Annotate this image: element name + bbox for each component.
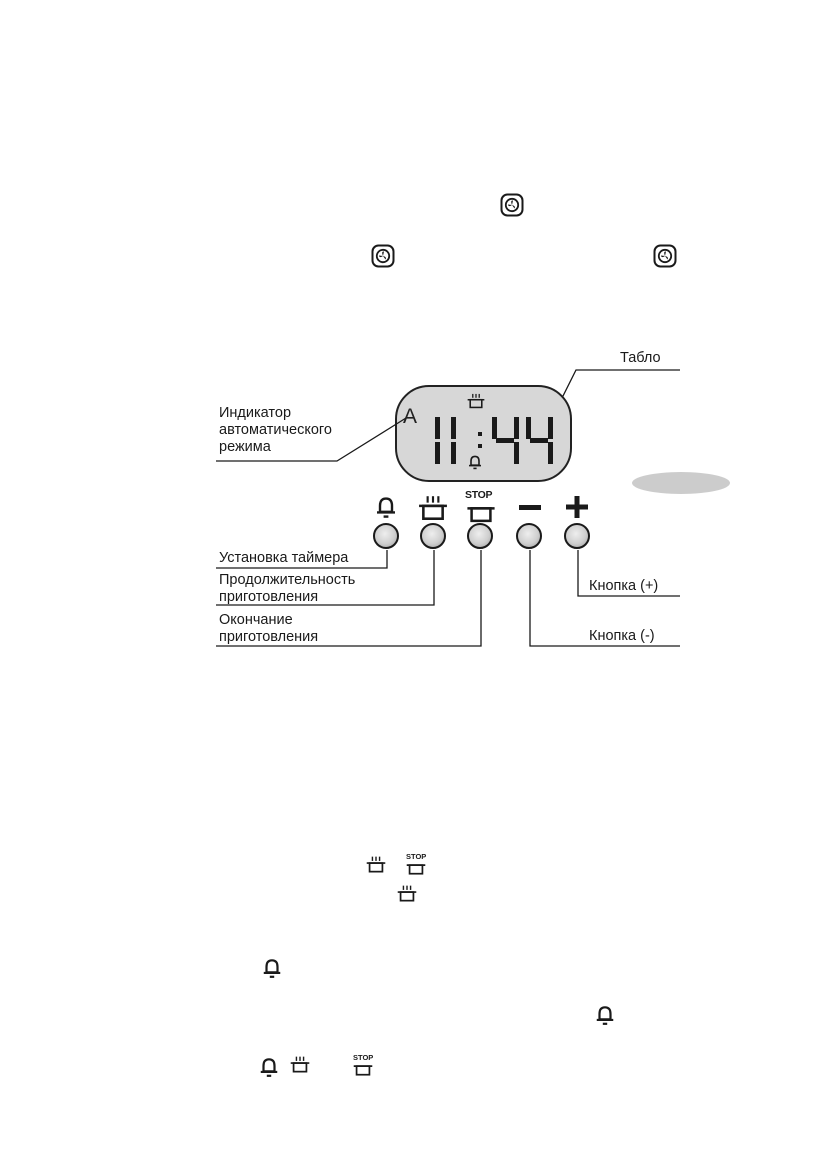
stop-pot-icon (406, 860, 426, 876)
stop-label: STOP (465, 489, 493, 501)
bell-icon (594, 1004, 616, 1026)
stop-pot-icon (353, 1061, 373, 1077)
auto-mode-letter: A (403, 405, 418, 428)
minus-button-label: Кнопка (-) (589, 628, 655, 644)
bell-icon (258, 1056, 280, 1078)
pot-icon (366, 855, 386, 874)
bell-icon (261, 957, 283, 979)
display-label: Табло (620, 350, 661, 366)
cooking-duration-label: Продолжительность приготовления (219, 572, 356, 605)
cooking-end-label: Окончание приготовления (219, 612, 319, 645)
plus-button-label: Кнопка (+) (589, 578, 659, 594)
stop-label: STOP (406, 852, 427, 861)
pot-icon (397, 884, 417, 903)
auto-mode-indicator-label: Индикатор автоматического режима (219, 405, 332, 455)
stop-label: STOP (353, 1053, 374, 1062)
timer-setting-label: Установка таймера (219, 550, 349, 566)
pot-icon (290, 1055, 310, 1074)
